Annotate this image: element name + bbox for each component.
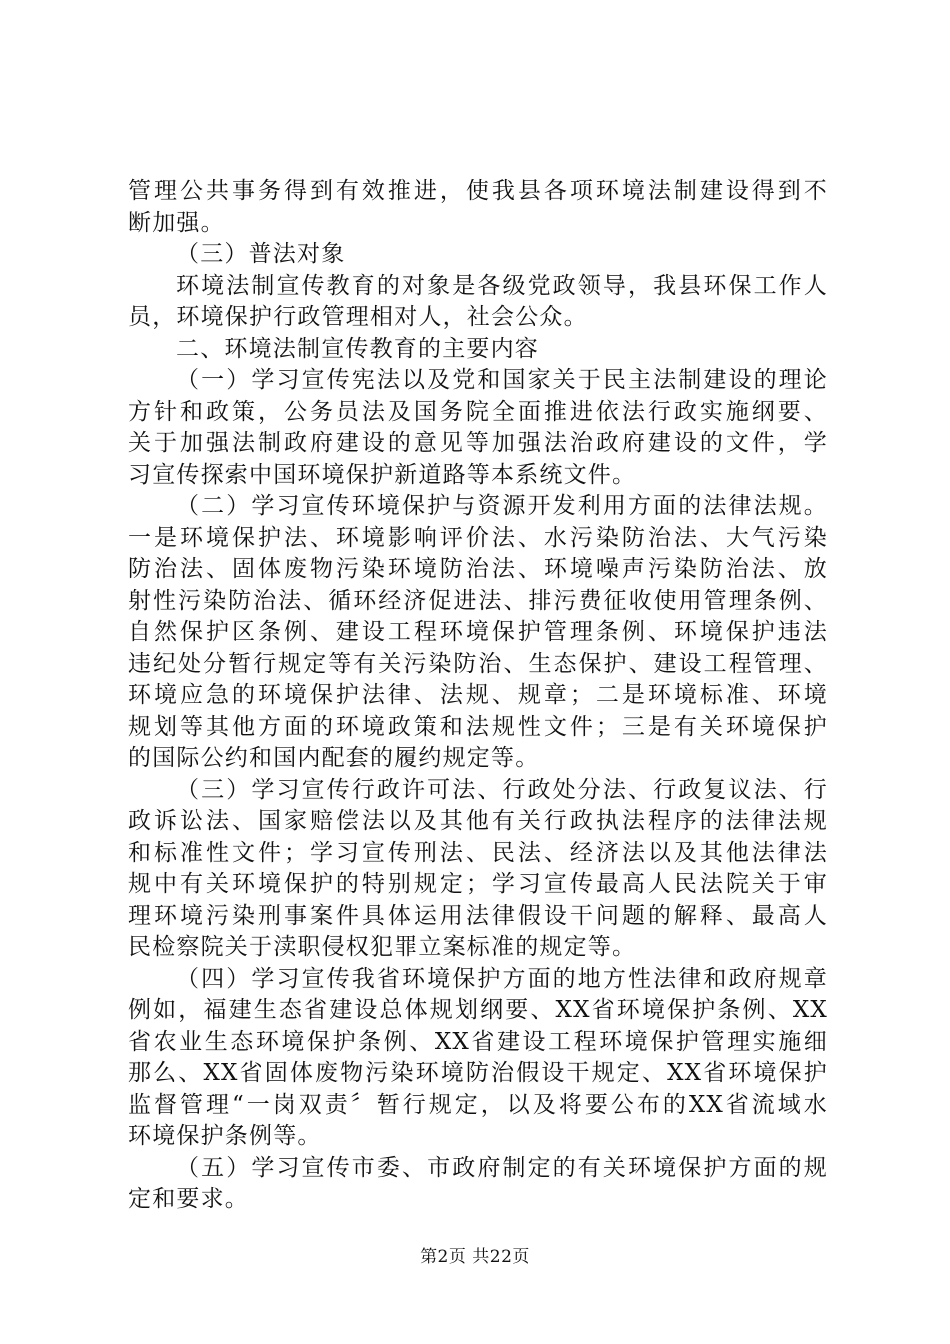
text-line: 自然保护区条例、建设工程环境保护管理条例、环境保护违法 bbox=[128, 619, 828, 645]
text-line: 关于加强法制政府建设的意见等加强法治政府建设的文件，学 bbox=[128, 430, 828, 456]
text-line: 断加强。 bbox=[128, 209, 225, 236]
text-line: 一是环境保护法、环境影响评价法、水污染防治法、大气污染 bbox=[128, 524, 828, 551]
document-body bbox=[128, 176, 828, 1216]
text-line: 方针和政策，公务员法及国务院全面推进依法行政实施纲要、 bbox=[128, 398, 828, 425]
text-line: 环境保护条例等。 bbox=[128, 1123, 322, 1149]
text-line: 违纪处分暂行规定等有关污染防治、生态保护、建设工程管理、 bbox=[128, 650, 828, 677]
text-line: 那么、XX省固体废物污染环境防治假设干规定、XX省环境保护 bbox=[128, 1060, 828, 1086]
text-line: （五）学习宣传市委、市政府制定的有关环境保护方面的规 bbox=[176, 1154, 828, 1181]
text-line: 习宣传探索中国环境保护新道路等本系统文件。 bbox=[128, 461, 637, 488]
page-footer: 第2页 共22页 bbox=[420, 1247, 530, 1267]
text-line: 和标准性文件；学习宣传刑法、民法、经济法以及其他法律法 bbox=[128, 839, 828, 866]
text-line: 省农业生态环境保护条例、XX省建设工程环境保护管理实施细 bbox=[128, 1028, 828, 1055]
text-line: 环境应急的环境保护法律、法规、规章；二是环境标准、环境 bbox=[128, 682, 828, 708]
text-line: 例如，福建生态省建设总体规划纲要、XX省环境保护条例、XX bbox=[128, 997, 828, 1023]
text-line: （二）学习宣传环境保护与资源开发利用方面的法律法规。 bbox=[176, 493, 828, 519]
text-line: 二、环境法制宣传教育的主要内容 bbox=[176, 335, 539, 362]
text-line: 政诉讼法、国家赔偿法以及其他有关行政执法程序的法律法规 bbox=[128, 808, 828, 834]
text-line: （三）普法对象 bbox=[176, 241, 346, 267]
text-line: 民检察院关于渎职侵权犯罪立案标准的规定等。 bbox=[128, 934, 637, 960]
text-line: （三）学习宣传行政许可法、行政处分法、行政复议法、行 bbox=[176, 776, 828, 803]
text-line: 射性污染防治法、循环经济促进法、排污费征收使用管理条例、 bbox=[128, 587, 828, 614]
text-line: （四）学习宣传我省环境保护方面的地方性法律和政府规章 bbox=[176, 965, 828, 992]
text-line: （一）学习宣传宪法以及党和国家关于民主法制建设的理论 bbox=[176, 367, 828, 393]
text-line: 防治法、固体废物污染环境防治法、环境噪声污染防治法、放 bbox=[128, 556, 828, 582]
text-line: 规中有关环境保护的特别规定；学习宣传最高人民法院关于审 bbox=[128, 871, 828, 897]
text-line: 规划等其他方面的环境政策和法规性文件；三是有关环境保护 bbox=[128, 713, 828, 740]
text-line: 员，环境保护行政管理相对人，社会公众。 bbox=[128, 304, 588, 330]
text-line: 监督管理“一岗双责〞暂行规定，以及将要公布的XX省流域水 bbox=[128, 1091, 828, 1118]
text-line: 管理公共事务得到有效推进，使我县各项环境法制建设得到不 bbox=[128, 178, 828, 204]
text-line: 定和要求。 bbox=[128, 1186, 249, 1212]
text-line: 的国际公约和国内配套的履约规定等。 bbox=[128, 745, 540, 771]
text-line: 环境法制宣传教育的对象是各级党政领导，我县环保工作人 bbox=[176, 272, 828, 299]
text-line: 理环境污染刑事案件具体运用法律假设干问题的解释、最高人 bbox=[128, 902, 828, 929]
